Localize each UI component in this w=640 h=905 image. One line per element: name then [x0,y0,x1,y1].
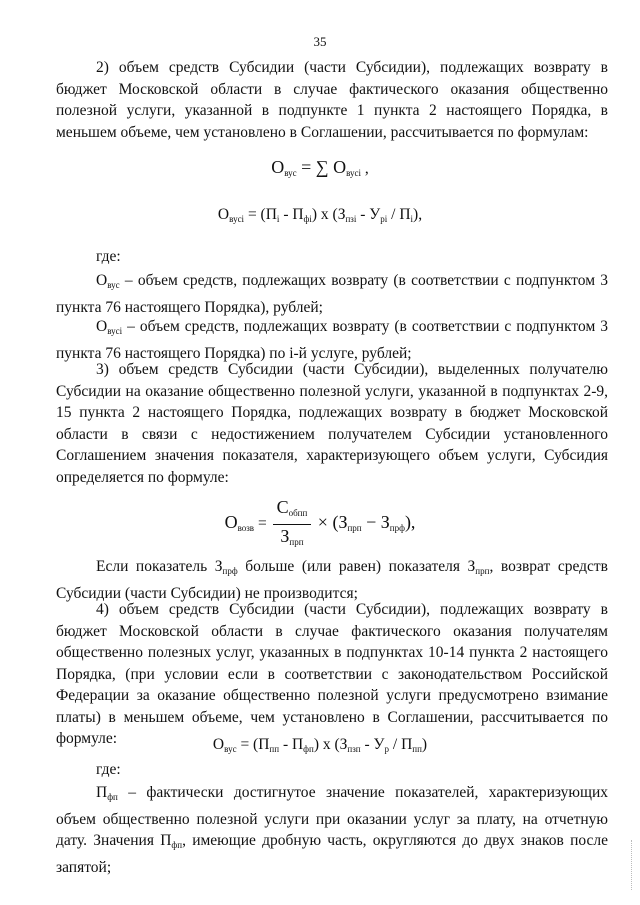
paragraph-4: 4) объем средств Субсидии (части Субсидии), подлежащих возврату в бюджет Московской области в случае фактического оказания получателям общественно полезных услуг, указанных в подпунктах 10-14 пункта 2 настоящего Порядка, (при условии если в соответствии с законодательством Российской Федерации за оказание общественно полезной услуги предусмотрено взимание платы) в меньшем объеме, чем установлено в Соглашении, рассчитывается по формуле: [56,601,608,747]
page-number: 35 [313,34,327,49]
formula-1: $О_{вус}$ = ∑ $О_{вусi}$ , [271,157,369,178]
definition-o-vusi: $О_{вусi}$ – объем средств, подлежащих возврату (в соответствии с подпунктом 3 пункта 76 настоящего Порядка) по i-й услуге, рублей; [56,318,608,362]
scan-edge-mark [631,840,634,890]
paragraph-2: 2) объем средств Субсидии (части Субсидии), подлежащих возврату в бюджет Московской области в случае фактического оказания общественно полезной услуги, указанной в подпункте 1 пункта 2 настоящего Порядка, в меньшем объеме, чем установлено в Соглашении, рассчитывается по формулам: [56,59,608,141]
definition-o-vus: $О_{вус}$ – объем средств, подлежащих возврату (в соответствии с подпунктом 3 пункта 76 настоящего Порядка), рублей; [56,272,608,316]
formula-4: $О_{вус} = (П_{пп} - П_{фп})$ x $(З_{пзп} - У_р / П_{пп})$ [212,736,428,754]
paragraph-condition: Если показатель $З_{прф}$ больше (или равен) показателя $З_{прп}$, возврат средств Субсидии (части Субсидии) не производится; [56,558,608,602]
definition-p-fp: $П_{фп}$ – фактически достигнутое значение показателей, характеризующих объем общественно полезной услуги при оказании услуг за плату, на отчетную дату. Значения $П_{фп}$, имеющие дробную часть, округляются до двух знаков после запятой; [56,784,608,876]
where-label-1: где: [96,248,121,265]
formula-3: $О_{возв}$ = $\frac{С_{обпп}}{З_{прп}}$ × $(З_{прп} - З_{прф})$, [224,497,416,547]
formula-2: $О_{вусi} = (П_i - П_{фi})$ x $(З_{пзi} - У_{pi} / П_i)$, [217,206,423,224]
paragraph-3: 3) объем средств Субсидии (части Субсидии), выделенных получателю Субсидии на оказание общественно полезной услуги, указанной в подпунктах 2-9, 15 пункта 2 настоящего Порядка, подлежащих возврату в бюджет Московской области в связи с недостижением получателем Субсидии установленного Соглашением значения показателя, характеризующего объем услуги, Субсидия определяется по формуле: [56,361,608,486]
where-label-2: где: [96,761,121,778]
